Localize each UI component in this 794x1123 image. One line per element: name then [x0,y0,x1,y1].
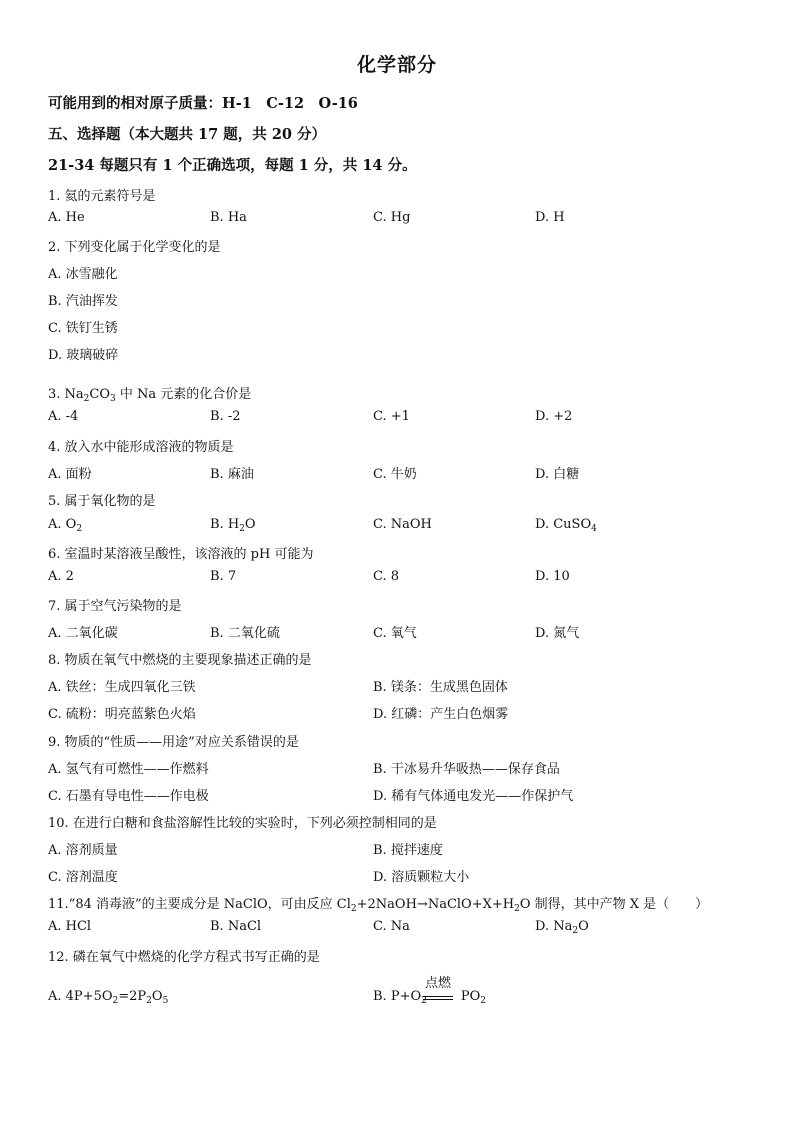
question-3-option-d: D. +2 [535,409,573,424]
question-1-stem: 1. 氦的元素符号是 [48,189,156,204]
question-8-stem: 8. 物质在氧气中燃烧的主要现象描述正确的是 [48,653,312,668]
question-1-option-b: B. Ha [210,210,247,225]
question-4-option-c: C. 牛奶 [373,467,417,482]
question-9-option-c: C. 石墨有导电性——作电极 [48,789,209,804]
question-5-stem: 5. 属于氧化物的是 [48,494,156,509]
question-1-option-c: C. Hg [373,210,411,225]
question-5-option-d: D. CuSO$_4$ [535,517,597,534]
question-11-option-c: C. Na [373,919,410,934]
question-8-option-d: D. 红磷：产生白色烟雾 [373,707,509,722]
question-3-option-a: A. -4 [48,409,79,424]
question-11-option-d: D. $Na_2O$ [535,919,589,936]
question-8-option-b: B. 镁条：生成黑色固体 [373,680,508,695]
question-2-option-b: B. 汽油挥发 [48,294,118,309]
question-6-option-c: C. 8 [373,569,400,584]
question-10-stem: 10. 在进行白糖和食盐溶解性比较的实验时，下列必须控制相同的是 [48,816,437,831]
page-title: 化学部分 [356,54,437,76]
question-9-option-d: D. 稀有气体通电发光——作保护气 [373,789,574,804]
question-7-option-b: B. 二氧化硫 [210,626,280,641]
atomic-mass-note: 可能用到的相对原子质量：H-1 C-12 O-16 [48,95,358,112]
question-12-option-b: B. $P+O_2$ $PO_2$ [373,989,486,1006]
question-10-option-b: B. 搅拌速度 [373,843,443,858]
question-11-stem: 11.“84 消毒液”的主要成分是 NaClO，可由反应 $Cl_2+2NaOH\to NaClO+X+H_2O$ 制得，其中产物 X 是（ ） [48,897,709,914]
question-1-option-a: A. He [48,210,85,225]
reaction-condition-label: 点燃 [424,976,451,991]
question-7-stem: 7. 属于空气污染物的是 [48,599,182,614]
question-12-stem: 12. 磷在氧气中燃烧的化学方程式书写正确的是 [48,950,320,965]
question-11-option-a: A. HCl [48,919,92,934]
question-6-option-a: A. 2 [48,569,74,584]
question-7-option-d: D. 氮气 [535,626,580,641]
question-4-option-a: A. 面粉 [48,467,92,482]
question-2-option-c: C. 铁钉生锈 [48,321,118,336]
question-4-option-d: D. 白糖 [535,467,580,482]
question-9-option-a: A. 氢气有可燃性——作燃料 [48,762,209,777]
question-4-option-b: B. 麻油 [210,467,254,482]
question-5-option-a: A. $O_2$ [48,517,83,534]
question-6-stem: 6. 室温时某溶液呈酸性，该溶液的 pH 可能为 [48,547,314,562]
question-10-option-c: C. 溶剂温度 [48,870,118,885]
question-8-option-a: A. 铁丝：生成四氧化三铁 [48,680,196,695]
section-heading: 五、选择题（本大题共 17 题，共 20 分） [48,126,327,143]
question-3-stem: 3. $Na_2CO_3$ 中 Na 元素的化合价是 [48,387,252,404]
question-2-option-d: D. 玻璃破碎 [48,348,119,363]
question-7-option-c: C. 氧气 [373,626,417,641]
question-1-option-d: D. H [535,210,565,225]
equation-bar-bottom [423,999,453,1000]
question-2-option-a: A. 冰雪融化 [48,267,118,282]
question-7-option-a: A. 二氧化碳 [48,626,118,641]
question-4-stem: 4. 放入水中能形成溶液的物质是 [48,440,234,455]
equation-bar-top [423,996,453,997]
question-11-option-b: B. NaCl [210,919,262,934]
section-instruction: 21-34 每题只有 1 个正确选项，每题 1 分，共 14 分。 [48,157,417,174]
question-5-option-b: B. $H_2O$ [210,517,256,534]
question-6-option-d: D. 10 [535,569,570,584]
question-12-option-a: A. $4P+5O_2=2P_2O_5$ [48,989,169,1006]
question-2-stem: 2. 下列变化属于化学变化的是 [48,240,221,255]
question-3-option-c: C. +1 [373,409,410,424]
question-3-option-b: B. -2 [210,409,241,424]
question-10-option-a: A. 溶剂质量 [48,843,118,858]
question-8-option-c: C. 硫粉：明亮蓝紫色火焰 [48,707,196,722]
question-9-option-b: B. 干冰易升华吸热——保存食品 [373,762,560,777]
question-5-option-c: C. NaOH [373,517,432,532]
question-6-option-b: B. 7 [210,569,237,584]
question-10-option-d: D. 溶质颗粒大小 [373,870,470,885]
question-9-stem: 9. 物质的“性质——用途”对应关系错误的是 [48,735,299,750]
